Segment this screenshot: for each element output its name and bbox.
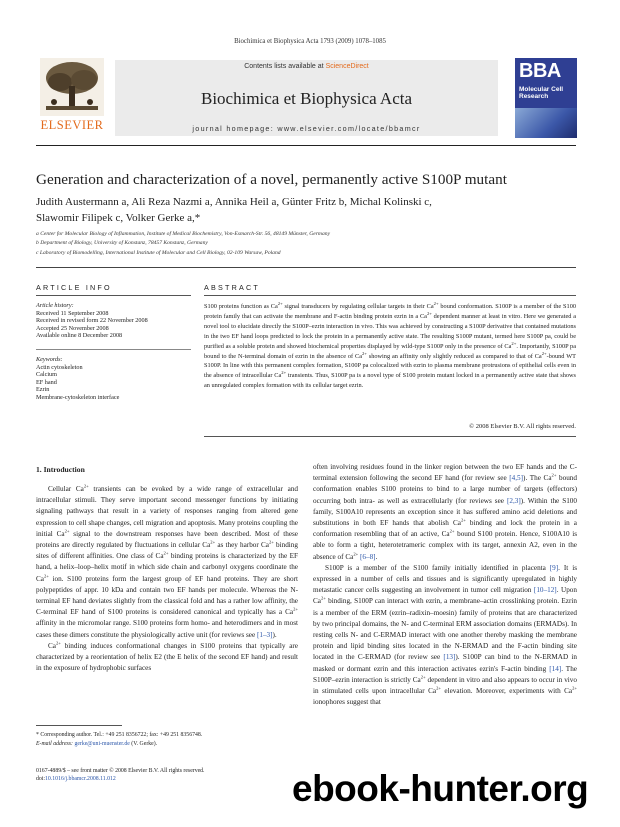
watermark: ebook-hunter.org xyxy=(292,768,589,809)
history-received: Received 11 September 2008 xyxy=(36,309,109,317)
footnote xyxy=(36,731,298,748)
article-info-rule xyxy=(36,295,191,296)
journal-reference: Biochimica et Biophysica Acta 1793 (2009) 1078–1085 xyxy=(234,38,386,45)
corresponding-author: * Corresponding author. Tel.: +49 251 8356722; fax: +49 251 8356748. xyxy=(36,732,203,738)
authors-line-2: Slawomir Filipek c, Volker Gerke a,* xyxy=(36,212,201,224)
email-line xyxy=(36,740,298,749)
keywords xyxy=(36,356,191,402)
affiliation-a: a Center for Molecular Biology of Inflammation, Institute of Medical Biochemistry, Von-Esmarch-Str. 56, 48149 Münster, Germany xyxy=(36,231,331,237)
cover-subtitle-line2: Research xyxy=(519,93,549,100)
introduction-heading: 1. Introduction xyxy=(36,465,85,474)
keyword: Ezrin xyxy=(36,386,50,394)
body-column-left xyxy=(36,484,298,674)
history-online: Available online 8 December 2008 xyxy=(36,332,123,340)
history-label: Article history: xyxy=(36,302,74,309)
email-label: E-mail address: xyxy=(36,740,75,747)
keywords-rule xyxy=(36,349,191,350)
journal-title: Biochimica et Biophysica Acta xyxy=(200,89,413,108)
abstract-end-rule xyxy=(204,436,576,437)
doi-link[interactable]: 10.1016/j.bbamcr.2008.11.012 xyxy=(45,776,116,782)
homepage-url[interactable]: www.elsevier.com/locate/bbamcr xyxy=(277,124,421,133)
cover-abbr: BBA xyxy=(519,60,561,82)
affiliations xyxy=(36,230,596,258)
abstract-copyright: © 2008 Elsevier B.V. All rights reserved. xyxy=(469,423,576,430)
abstract-rule xyxy=(204,295,576,296)
imprint xyxy=(36,767,298,783)
keyword: Calcium xyxy=(36,371,57,379)
email-link[interactable]: gerke@uni-muenster.de xyxy=(74,740,130,747)
history-revised: Received in revised form 22 November 2008 xyxy=(36,317,148,325)
doi-prefix: doi: xyxy=(36,776,46,782)
article-title: Generation and characterization of a novel, permanently active S100P mutant xyxy=(36,171,507,188)
doi-line xyxy=(36,775,298,783)
keyword: EF hand xyxy=(36,378,57,386)
body-paragraph: Cellular $Ca^{2+}$ transients can be evoked by a wide range of extracellular and intracellular stimuli. They serve important second messenger functions by initiating signaling pathways that result in a variety of responses ranging from altered gene expression to cell shape changes, cell migration and apoptosis. Many proteins coupling the initial $Ca^{2+}$ signal to the downstream responses have been described. Most of these proteins are directly regulated by fluctuations in cellular $Ca^{2+}$ as they harbor $Ca^{2+}$ binding sites of different affinities. One class of $Ca^{2+}$ binding proteins is characterized by the EF hand, a helix–loop–helix motif in which side chain and carbonyl oxygens coordinate the $Ca^{2+}$ ion. S100 proteins form the largest group of EF hand proteins. They are short polypeptides of appr. 10 kDa and contain two EF hands per molecule. Whereas the N-terminal EF hand deviates slightly from the classical fold and has a rather low affinity, the C-terminal EF hand of S100 proteins is considered canonical and typically has a $Ca^{2+}$ affinity in the micromolar range. S100 proteins form homo- and heterodimers and in most cases these dimers constitute the physiologically active unit (for reviews see [1–3]). xyxy=(36,483,299,639)
keywords-label: Keywords: xyxy=(36,356,63,363)
header-rule xyxy=(36,145,576,146)
abstract-heading: ABSTRACT xyxy=(204,283,260,292)
contents-line xyxy=(115,63,498,70)
elsevier-wordmark: ELSEVIER xyxy=(40,118,104,132)
footnote-rule xyxy=(36,725,122,726)
cover-subtitle-line1: Molecular Cell xyxy=(519,86,564,93)
journal-homepage xyxy=(115,124,498,133)
body-column-right xyxy=(313,462,577,708)
affiliation-b: b Department of Biology, University of Konstanz, 78457 Konstanz, Germany xyxy=(36,240,208,247)
front-matter-line: 0167-4889/$ – see front matter © 2008 Elsevier B.V. All rights reserved. xyxy=(36,768,205,774)
history-accepted: Accepted 25 November 2008 xyxy=(36,324,109,332)
abstract-text: S100 proteins function as $Ca^{2+}$ signal transducers by regulating cellular targets in their $Ca^{2+}$ bound conformation. S100P is a member of the S100 protein family that can activate the membrane and F-actin binding protein ezrin in a $Ca^{2+}$ dependent manner at least in vitro. Here we generated a novel tool to elucidate directly the S100P–ezrin interaction in vivo. This was achieved by constructing a S100P derivative that contained mutations in the two EF hand loops predicted to lock the protein in a permanently active state. The resulting S100P mutant, termed here S100P pa, could be purified as a soluble protein and showed biochemical properties displayed by wild-type S100P only in the presence of $Ca^{2+}$. Importantly, S100P pa bound to the N-terminal domain of ezrin in the absence of $Ca^{2+}$ showing an affinity only slightly reduced as compared to that of $Ca^{2+}$-bound WT S100P. In line with this permanent complex formation, S100P pa colocalized with ezrin to plasma membrane protrusions of epithelial cells even in the absence of intracellular $Ca^{2+}$ transients. Thus, S100P pa is a novel type of S100 protein mutant locked in a permanently active state that shows an unregulated complex formation with its cellular target ezrin. xyxy=(204,300,576,390)
email-suffix: (V. Gerke). xyxy=(129,740,158,747)
journal-cover xyxy=(515,58,577,138)
article-info-heading: ARTICLE INFO xyxy=(36,283,112,292)
affiliation-rule xyxy=(36,267,576,268)
authors-line-1: Judith Austermann a, Ali Reza Nazmi a, Annika Heil a, Günter Fritz b, Michal Kolinski c, xyxy=(36,196,432,208)
keyword: Membrane-cytoskeleton interface xyxy=(36,393,120,401)
affiliation-c: c Laboratory of Biomodelling, International Institute of Molecular and Cell Biology, 02-109 Warsaw, Poland xyxy=(36,249,281,256)
elsevier-logo xyxy=(36,58,108,134)
homepage-prefix: journal homepage: xyxy=(192,124,278,133)
contents-prefix: Contents lists available at xyxy=(244,63,326,70)
body-paragraph: S100P is a member of the S100 family initially identified in placenta [9]. It is expressed in a number of cells and tissues and is significantly upregulated in highly metastatic cancer cells suggesting an involvement in tumor cell migration [10–12]. Upon $Ca^{2+}$ binding, S100P can interact with ezrin, a membrane–actin crosslinking protein. Ezrin is a member of the ERM (ezrin–radixin–moesin) family of proteins that are characterized by two principal domains, the N- and C-terminal ERM association domains (ERMADs). In resting cells N- and C-ERMAD interact with one another thereby masking the membrane protein and lipid binding sites located in the N-ERMAD and the F-actin binding site located in the C-ERMAD (for review see [13]). S100P can bind to the N-ERMAD in masked or dormant ezrin and this interaction activates ezrin's F-actin binding [14]. The S100P–ezrin interaction is strictly $Ca^{2+}$ dependent in vitro and also appears to occur in vivo in stimulated cells upon intracellular $Ca^{2+}$ elevation. Moreover, experiments with $Ca^{2+}$ ionophores suggest that xyxy=(313,563,577,707)
keyword: Actin cytoskeleton xyxy=(36,363,83,371)
body-paragraph: often involving residues found in the linker region between the two EF hands and the C-terminal extension following the second EF hand (for review see [4,5]). The $Ca^{2+}$ bound conformation enables S100 proteins to bind to a large number of targets (effectors) occurring both intra- as well as extracellularly (for reviews see [2,3]). Within the S100 family, S100A10 represents an exception since it has suffered amino acid deletions and substitutions in both EF hands that abolish $Ca^{2+}$ binding and lock the protein in a conformation resembling that of an active, $Ca^{2+}$ bound S100 protein. Hence, S100A10 is able to form a tight, heterotetrameric complex with its target, annexin A2, even in the absence of $Ca^{2+}$ [6–8]. xyxy=(313,463,577,561)
cover-subtitle xyxy=(519,86,563,100)
sciencedirect-link[interactable]: ScienceDirect xyxy=(325,63,369,70)
author-list xyxy=(36,194,596,226)
article-history xyxy=(36,302,191,340)
cover-image xyxy=(515,108,577,138)
elsevier-tree-icon xyxy=(40,58,104,116)
body-paragraph: $Ca^{2+}$ binding induces conformational changes in S100 proteins that typically are characterized by a reorientation of helix E2 (the E helix of the second EF hand) and result in the exposure of hydrophobic surfaces xyxy=(36,640,298,673)
